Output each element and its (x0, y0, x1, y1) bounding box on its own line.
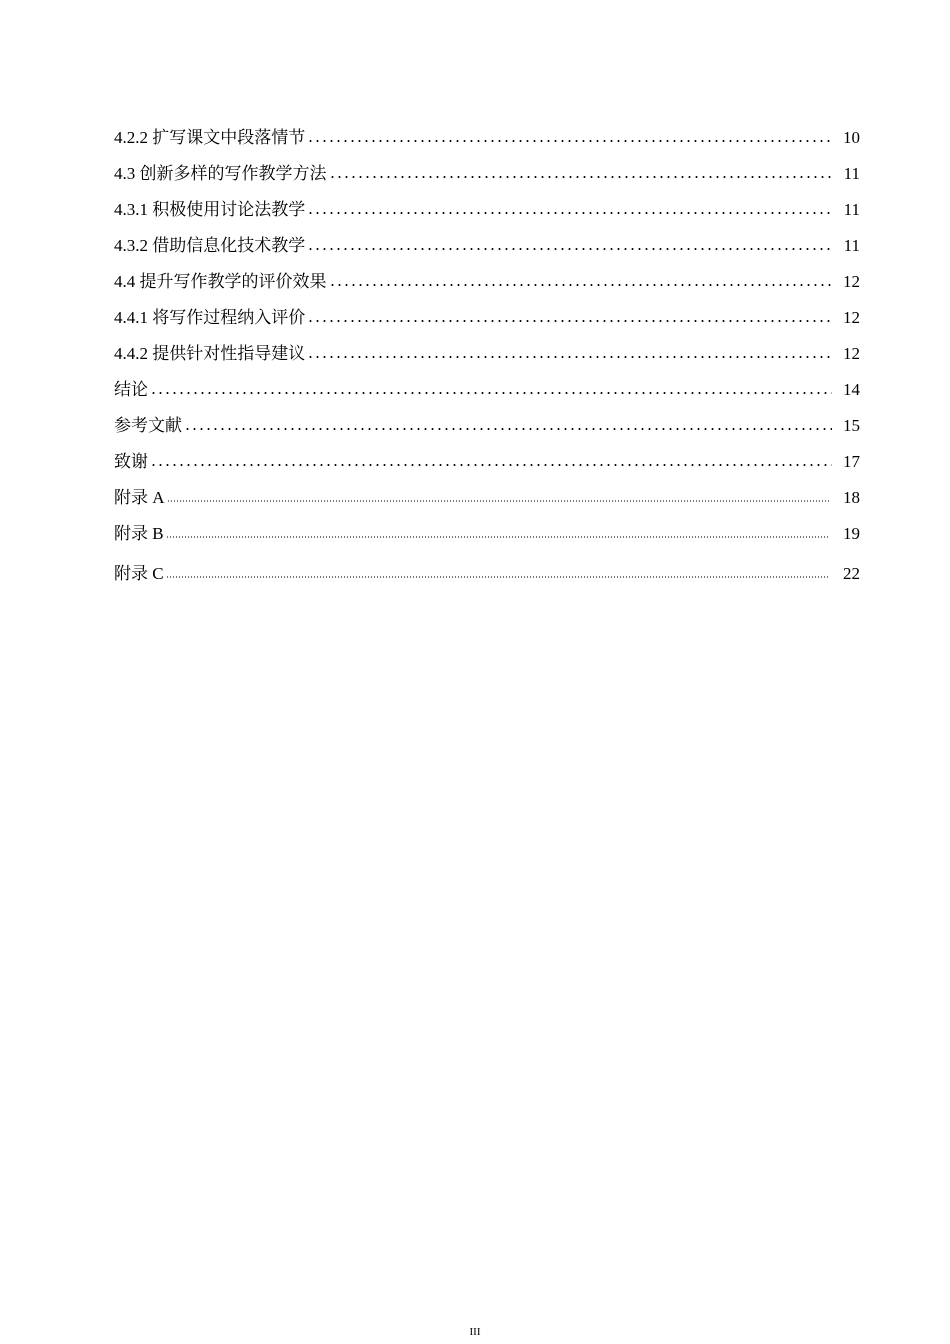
toc-dot-leader (307, 210, 832, 216)
toc-entry[interactable] (114, 442, 860, 478)
toc-entry[interactable] (114, 478, 860, 514)
toc-entry-page: 11 (843, 236, 860, 255)
toc-dot-leader (166, 574, 830, 580)
toc-entry-page: 10 (843, 128, 860, 147)
toc-entry-title: 4.3.2 借助信息化技术教学 (114, 236, 306, 255)
toc-entry[interactable] (114, 190, 860, 226)
toc-entry[interactable] (114, 334, 860, 370)
toc-entry-title: 参考文献 (114, 416, 182, 435)
toc-entry[interactable] (114, 370, 860, 406)
toc-entry-page: 11 (843, 200, 860, 219)
toc-entry-page: 12 (843, 308, 860, 327)
toc-entry-title: 4.4.2 提供针对性指导建议 (114, 344, 306, 363)
toc-entry-title: 4.4.1 将写作过程纳入评价 (114, 308, 306, 327)
toc-entry[interactable] (114, 406, 860, 442)
toc-dot-leader (307, 318, 832, 324)
toc-entry-title: 4.3 创新多样的写作教学方法 (114, 164, 327, 183)
toc-entry-title: 4.3.1 积极使用讨论法教学 (114, 200, 306, 219)
toc-entry-page: 18 (843, 488, 860, 507)
toc-entry-page: 19 (843, 524, 860, 543)
toc-entry-title: 致谢 (114, 452, 148, 471)
toc-entry-page: 14 (843, 380, 860, 399)
toc-entry[interactable] (114, 550, 860, 590)
toc-entry-title: 结论 (114, 380, 148, 399)
toc-dot-leader (329, 282, 833, 288)
page-number-footer: III (469, 1326, 481, 1338)
toc-entry[interactable] (114, 262, 860, 298)
toc-entry[interactable] (114, 118, 860, 154)
toc-entry-title: 附录 C (114, 564, 164, 583)
toc-entry[interactable] (114, 226, 860, 262)
toc-entry-title: 附录 B (114, 524, 164, 543)
toc-entry-page: 15 (843, 416, 860, 435)
toc-dot-leader (184, 426, 832, 432)
toc-dot-leader (307, 138, 832, 144)
toc-entry-page: 12 (843, 344, 860, 363)
toc-dot-leader (167, 498, 830, 504)
toc-entry-title: 附录 A (114, 488, 165, 507)
toc-entry[interactable] (114, 154, 860, 190)
toc-entry-page: 11 (843, 164, 860, 183)
toc-entry[interactable] (114, 298, 860, 334)
toc-dot-leader (307, 354, 832, 360)
toc-entry-title: 4.2.2 扩写课文中段落情节 (114, 128, 306, 147)
table-of-contents (114, 118, 860, 590)
toc-entry-page: 17 (843, 452, 860, 471)
toc-dot-leader (150, 390, 832, 396)
toc-entry-title: 4.4 提升写作教学的评价效果 (114, 272, 327, 291)
toc-entry-page: 12 (843, 272, 860, 291)
toc-dot-leader (166, 534, 830, 540)
toc-dot-leader (150, 462, 832, 468)
toc-entry-page: 22 (843, 564, 860, 583)
toc-dot-leader (307, 246, 832, 252)
toc-dot-leader (329, 174, 833, 180)
toc-entry[interactable] (114, 514, 860, 550)
